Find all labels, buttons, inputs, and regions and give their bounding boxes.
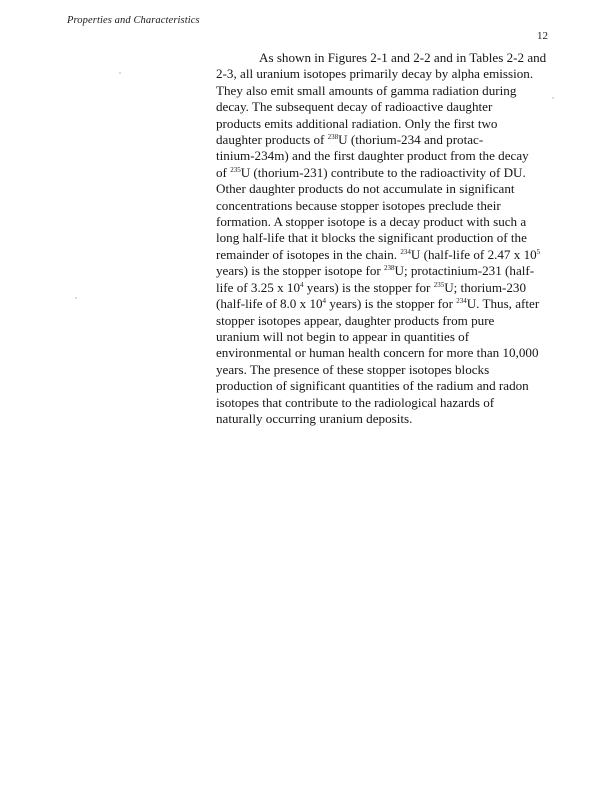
page-number: 12 (537, 30, 548, 42)
paragraph-line: Other daughter products do not accumulate in significant (216, 181, 515, 197)
isotope-superscript: 235 (433, 280, 445, 289)
isotope-superscript: 234 (400, 247, 411, 256)
paragraph-line: formation. A stopper isotope is a decay product with such a (216, 214, 527, 230)
isotope-superscript: 238 (327, 133, 339, 142)
paragraph-line: daughter products of $^{238}$U (thorium-234 and protac- (216, 132, 484, 148)
paragraph-line: remainder of isotopes in the chain. $^{234}$U (half-life of 2.47 x $10^5$ (216, 246, 541, 262)
isotope-superscript: 234 (456, 297, 467, 306)
paragraph-line: naturally occurring uranium deposits. (216, 410, 413, 426)
running-header: Properties and Characteristics (67, 15, 200, 26)
scan-speck (75, 297, 77, 299)
isotope-superscript: 235 (230, 165, 241, 174)
exponent-superscript: 5 (536, 247, 541, 256)
body-paragraph (216, 50, 558, 427)
paragraph-line: uranium will not begin to appear in quantities of (216, 328, 470, 344)
paragraph-line: long half-life that it blocks the significant production of the (216, 230, 527, 246)
scan-speck (119, 72, 121, 74)
paragraph-line: 2-3, all uranium isotopes primarily decay by alpha emission. (216, 66, 534, 82)
paragraph-line: life of 3.25 x $10^4$ years) is the stopper for $^{235}$U; thorium-230 (216, 279, 527, 295)
paragraph-line: tinium-234m) and the first daughter product from the decay (216, 148, 529, 164)
paragraph-line: As shown in Figures 2-1 and 2-2 and in Tables 2-2 and (259, 50, 547, 65)
exponent-superscript: 4 (300, 280, 304, 289)
paragraph-line: (half-life of 8.0 x $10^4$ years) is the stopper for $^{234}$U. Thus, after (216, 296, 540, 312)
paragraph-line: stopper isotopes appear, daughter products from pure (216, 312, 495, 328)
paragraph-line: They also emit small amounts of gamma radiation during (216, 82, 517, 98)
paragraph-line: concentrations because stopper isotopes preclude their (216, 197, 501, 213)
paragraph-line: production of significant quantities of the radium and radon (216, 378, 529, 394)
paragraph-line: isotopes that contribute to the radiological hazards of (216, 394, 495, 410)
paragraph-line: of $^{235}$U (thorium-231) contribute to the radioactivity of DU. (216, 164, 526, 180)
isotope-superscript: 238 (384, 264, 395, 273)
paragraph-line: years) is the stopper isotope for $^{238}$U; protactinium-231 (half- (216, 263, 535, 279)
scan-speck (552, 97, 554, 99)
paragraph-line: years. The presence of these stopper isotopes blocks (216, 361, 490, 377)
paragraph-line: environmental or human health concern for more than 10,000 (216, 345, 539, 361)
exponent-superscript: 4 (322, 297, 327, 306)
paragraph-line: products emits additional radiation. Only the first two (216, 115, 498, 131)
paragraph-line: decay. The subsequent decay of radioactive daughter (216, 99, 493, 115)
